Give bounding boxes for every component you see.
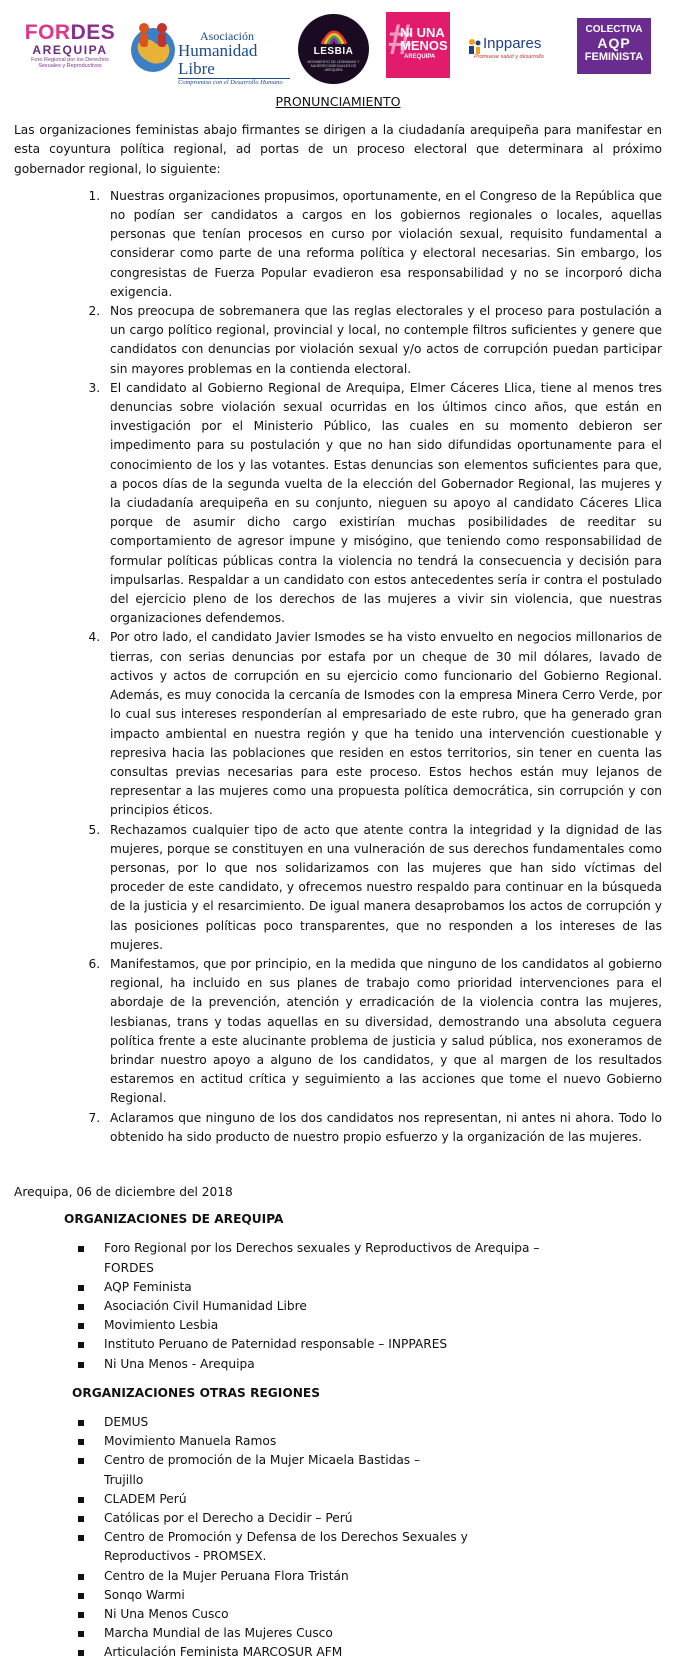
org-list-item: Foro Regional por los Derechos sexuales y Reproductivos de Arequipa – FORDES bbox=[104, 1239, 584, 1277]
globe-figures-icon bbox=[128, 18, 178, 78]
point-item: 2. Nos preocupa de sobremanera que las reglas electorales y el proceso para postulación a un cargo político regional, provincial y local, no contemple filtros suficientes y genere que candidatos con denuncias por violación sexual y/o actos de corrupción puedan participar sin mayores problemas en la contienda electoral. bbox=[104, 302, 662, 379]
org-list-item: Ni Una Menos - Arequipa bbox=[104, 1355, 584, 1374]
fordes-logo-name: FORDES bbox=[24, 21, 116, 44]
dateline: Arequipa, 06 de diciembre del 2018 bbox=[14, 1184, 233, 1199]
colectiva-aqp-feminista-logo bbox=[577, 18, 651, 74]
document-title: PRONUNCIAMIENTO bbox=[275, 94, 401, 109]
org-list-item: Sonqo Warmi bbox=[104, 1586, 584, 1605]
lesbia-logo bbox=[298, 14, 369, 84]
colectiva-line1: COLECTIVA bbox=[585, 24, 643, 35]
points-list bbox=[14, 187, 662, 1147]
fordes-logo bbox=[22, 22, 118, 74]
point-item: 6. Manifestamos, que por principio, en la medida que ninguno de los candidatos al gobierno regional, ha incluido en sus planes de trabajo como prioridad intervenciones para el abordaje de la prevención, atención y erradicación de la violencia contra las mujeres, lesbianas, trans y todas aquellas en su diversidad, demostrando una absoluta ceguera política frente a este alucinante problema de justicia y salud pública, nos exoneramos de brindar nuestro apoyo a alguno de los candidatos, y que al margen de los resultados estaremos en actitud crítica y seguimiento a las acciones que tome el nuevo Gobierno Regional. bbox=[104, 955, 662, 1109]
org-list-item: AQP Feminista bbox=[104, 1278, 584, 1297]
point-item: 3. El candidato al Gobierno Regional de Arequipa, Elmer Cáceres Llica, tiene al menos tres denuncias sobre violación sexual ocurridas en los últimos cinco años, que están en investigación por el Ministerio Público, las cuales en su momento debieron ser impedimento para su postulación y que no han sido difundidas oportunamente para el conocimiento de los y las votantes. Estas denuncias son elementos suficientes para que, a pocos días de la segunda vuelta de la elección del Gobernador Regional, las mujeres y la ciudadanía arequipeña en su conjunto, nieguen su apoyo al candidato Cáceres Llica porque de asumir dicho cargo existirían muchas posibilidades de reeditar su comportamiento de agresor impune y misógino, que teniendo como responsabilidad de formular políticas públicas contra la violencia no tendrá la consecuencia y decisión para impulsarlas. Respaldar a un candidato con estos antecedentes sería ir contra el postulado del ejercicio pleno de los derechos de las mujeres a vivir sin violencia, que nuestras organizaciones defendemos. bbox=[104, 379, 662, 629]
humanidad-libre-line2: Humanidad Libre bbox=[178, 41, 258, 78]
org-list-item: Centro de Promoción y Defensa de los Derechos Sexuales y Reproductivos - PROMSEX. bbox=[104, 1528, 494, 1566]
ni-una-menos-line2: MENOS bbox=[400, 38, 448, 53]
org-list-item: Articulación Feminista MARCOSUR AFM bbox=[104, 1643, 584, 1662]
org-list-item: DEMUS bbox=[104, 1413, 584, 1432]
inppares-logo-subtitle: Promueve salud y desarrollo bbox=[474, 54, 544, 60]
org-list-item: Marcha Mundial de las Mujeres Cusco bbox=[104, 1624, 584, 1643]
org-list-item: Movimiento Lesbia bbox=[104, 1316, 584, 1335]
humanidad-libre-tagline: Compromiso con el Desarrollo Humano bbox=[178, 78, 290, 87]
hashtag-icon: # bbox=[388, 15, 413, 64]
arequipa-orgs-list bbox=[14, 1239, 662, 1373]
colectiva-line2: AQP bbox=[597, 35, 631, 51]
org-list-item: Ni Una Menos Cusco bbox=[104, 1605, 584, 1624]
document-intro: Las organizaciones feministas abajo firmantes se dirigen a la ciudadanía arequipeña para manifestar en esta coyuntura política regional, ad portas de un proceso electoral que determinara al próximo gobernador regional, lo siguiente: bbox=[14, 123, 662, 176]
lesbia-logo-name: LESBIA bbox=[313, 46, 354, 57]
ni-una-menos-logo bbox=[386, 12, 450, 78]
org-list-item: Centro de la Mujer Peruana Flora Tristán bbox=[104, 1567, 584, 1586]
pronouncement-document bbox=[14, 92, 662, 1673]
rainbow-emblem-icon bbox=[320, 20, 348, 46]
point-item: 4. Por otro lado, el candidato Javier Ismodes se ha visto envuelto en negocios millonarios de tierras, con serias denuncias por estafa por un cheque de 30 mil dólares, lavado de activos y actos de corrupción en su ejercicio como funcionario del Gobierno Regional. Además, es muy conocida la cercanía de Ismodes con la empresa Minera Cerro Verde, por lo cual sus intereses responderían al empresariado de este rubro, que ha generado gran impacto ambiental en nuestra región y que ha tenido una intervención cuestionable y represiva hacia las poblaciones que residen en estos territorios, sin tener en cuenta las consultas previas necesarias para este proceso. Estos hechos están muy lejanos de representar a las mujeres como una propuesta política democrática, sin corrupción y con principios éticos. bbox=[104, 628, 662, 820]
fordes-logo-subtitle: Foro Regional por los Derechos Sexuales y Reproductivos bbox=[31, 57, 109, 69]
other-regions-orgs-list bbox=[14, 1413, 662, 1663]
arequipa-orgs-heading: ORGANIZACIONES DE AREQUIPA bbox=[64, 1212, 284, 1227]
point-item: 7. Aclaramos que ninguno de los dos candidatos nos representan, ni antes ni ahora. Todo lo obtenido ha sido producto de nuestro propio esfuerzo y la organización de las mujeres. bbox=[104, 1109, 662, 1147]
org-list-item: Centro de promoción de la Mujer Micaela Bastidas – Trujillo bbox=[104, 1451, 444, 1489]
humanidad-libre-logo bbox=[128, 16, 288, 86]
org-list-item: Instituto Peruano de Paternidad responsable – INPPARES bbox=[104, 1335, 584, 1354]
inppares-logo-name: Inppares bbox=[483, 35, 542, 52]
humanidad-libre-line1: Asociación bbox=[200, 29, 254, 43]
org-list-item: Movimiento Manuela Ramos bbox=[104, 1432, 584, 1451]
logo-strip bbox=[0, 10, 689, 86]
other-regions-orgs-heading: ORGANIZACIONES OTRAS REGIONES bbox=[72, 1385, 320, 1400]
org-list-item: Asociación Civil Humanidad Libre bbox=[104, 1297, 584, 1316]
org-list-item: CLADEM Perú bbox=[104, 1490, 584, 1509]
fordes-logo-city: AREQUIPA bbox=[32, 43, 108, 57]
lesbia-logo-subtitle: MOVIMIENTO DE LESBIANAS Y MUJERES BISEXUALES DE AREQUIPA bbox=[307, 60, 360, 72]
point-item: 1. Nuestras organizaciones propusimos, oportunamente, en el Congreso de la República que no podían ser candidatos a cargos en los gobiernos regionales o locales, aquellas personas que tenían procesos en curso por violación sexual, requisito fundamental a considerar como parte de una reforma política y electoral necesarias. Sin embargo, los congresistas de Fuerza Popular evadieron esa responsabilidad y no se incorporó dicha exigencia. bbox=[104, 187, 662, 302]
inppares-logo bbox=[464, 34, 562, 70]
point-item: 5. Rechazamos cualquier tipo de acto que atente contra la integridad y la dignidad de las mujeres, porque se constituyen en una vulneración de sus derechos fundamentales como personas, por lo que nos solidarizamos con las mujeres que han sido víctimas del proceder de este candidato, y ofrecemos nuestro respaldo para continuar en la búsqueda de la justicia y el resarcimiento. De igual manera desaprobamos los actos de corrupción y las posiciones políticas poco transparentes, que no responden a los intereses de las mujeres. bbox=[104, 821, 662, 955]
ni-una-menos-line3: AREQUIPA bbox=[404, 54, 436, 60]
colectiva-line3: FEMINISTA bbox=[584, 51, 644, 63]
ni-una-menos-line1: NI UNA bbox=[400, 25, 445, 40]
inppares-mark-icon bbox=[468, 38, 482, 54]
org-list-item: Católicas por el Derecho a Decidir – Perú bbox=[104, 1509, 584, 1528]
